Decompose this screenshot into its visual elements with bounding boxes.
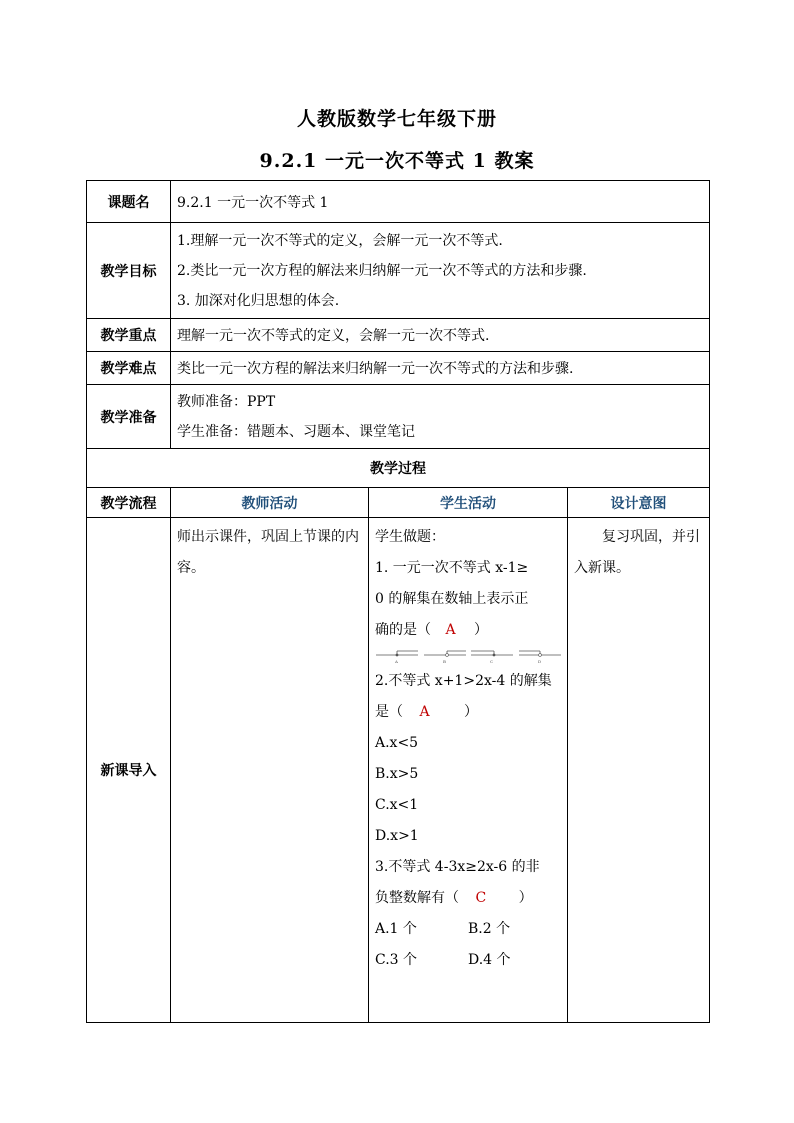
student-intro: 学生做题： <box>375 529 445 545</box>
q2-option: A.x<5 <box>375 735 419 751</box>
q3-line: 3.不等式 4-3x≥2x-6 的非 <box>375 859 540 875</box>
goals-cell <box>171 223 710 319</box>
key-point-row <box>87 319 710 352</box>
key-point-value: 理解一元一次不等式的定义，会解一元一次不等式. <box>171 319 710 352</box>
goals-label: 教学目标 <box>87 223 171 319</box>
column-header-student: 学生活动 <box>369 488 568 518</box>
difficulty-value: 类比一元一次方程的解法来归纳解一元一次不等式的方法和步骤. <box>171 352 710 385</box>
teacher-activity: 师出示课件，巩固上节课的内容。 <box>171 518 369 1023</box>
q1-line: 1. 一元一次不等式 x-1≥ <box>375 560 529 576</box>
q3-option: A.1 个 <box>375 921 417 937</box>
number-line-label: A <box>395 659 398 664</box>
q3-option: B.2 个 <box>468 921 511 937</box>
design-intent: 复习巩固，并引入新课。 <box>568 518 710 1023</box>
lesson-subtitle: 9.2.1 一元一次不等式 1 教案 <box>259 150 535 172</box>
goal-item: 3. 加深对化归思想的体会. <box>177 292 340 309</box>
difficulty-row <box>87 352 710 385</box>
lesson-plan-table <box>86 180 710 1023</box>
preparation-row <box>87 385 710 449</box>
column-header-design: 设计意图 <box>568 488 710 518</box>
q2-prefix: 是（ <box>375 704 403 720</box>
q3-close: ） <box>518 890 533 906</box>
process-section-title: 教学过程 <box>87 449 710 488</box>
q2-option: B.x>5 <box>375 766 419 782</box>
q1-line: 0 的解集在数轴上表示正 <box>375 591 529 607</box>
q3-option: C.3 个 <box>375 952 418 968</box>
q1-prefix: 确的是（ <box>375 622 431 638</box>
process-header-row <box>87 488 710 518</box>
q2-close: ） <box>464 704 479 720</box>
number-line-d <box>518 650 562 664</box>
number-line-b <box>423 650 467 664</box>
column-header-flow: 教学流程 <box>87 488 171 518</box>
q2-answer: A <box>419 704 430 720</box>
prep-item: 教师准备：PPT <box>177 393 276 410</box>
number-line-c <box>470 650 514 664</box>
number-line-label: B <box>442 659 446 664</box>
column-header-teacher: 教师活动 <box>171 488 369 518</box>
student-activity <box>369 518 568 1023</box>
q3-answer: C <box>475 890 487 906</box>
course-name-value: 9.2.1 一元一次不等式 1 <box>171 181 710 223</box>
process-section-row <box>87 449 710 488</box>
document-title: 人教版数学七年级下册 <box>296 108 497 130</box>
q2-option: C.x<1 <box>375 797 419 813</box>
q3-options-row <box>375 914 561 945</box>
number-line-options <box>375 650 561 664</box>
preparation-cell <box>171 385 710 449</box>
goals-row <box>87 223 710 319</box>
q3-line-answer <box>375 883 561 914</box>
course-name-label: 课题名 <box>87 181 171 223</box>
key-point-label: 教学重点 <box>87 319 171 352</box>
intro-stage-row <box>87 518 710 1023</box>
prep-item: 学生准备：错题本、习题本、课堂笔记 <box>177 423 415 440</box>
q3-options-row <box>375 945 561 976</box>
q3-prefix: 负整数解有（ <box>375 890 459 906</box>
q1-line-answer <box>375 615 561 646</box>
stage-label: 新课导入 <box>87 518 171 1023</box>
number-line-a <box>375 650 419 664</box>
preparation-label: 教学准备 <box>87 385 171 449</box>
q2-line: 2.不等式 x+1>2x-4 的解集 <box>375 673 552 689</box>
q2-option: D.x>1 <box>375 828 419 844</box>
number-line-label: D <box>537 659 541 664</box>
number-line-label: C <box>490 659 494 664</box>
goal-item: 1.理解一元一次不等式的定义，会解一元一次不等式. <box>177 232 503 249</box>
difficulty-label: 教学难点 <box>87 352 171 385</box>
q2-line-answer <box>375 697 561 728</box>
course-name-row <box>87 181 710 223</box>
q1-answer: A <box>445 622 456 638</box>
q3-option: D.4 个 <box>468 952 511 968</box>
q1-close: ） <box>474 622 489 638</box>
goal-item: 2.类比一元一次方程的解法来归纳解一元一次不等式的方法和步骤. <box>177 262 587 279</box>
